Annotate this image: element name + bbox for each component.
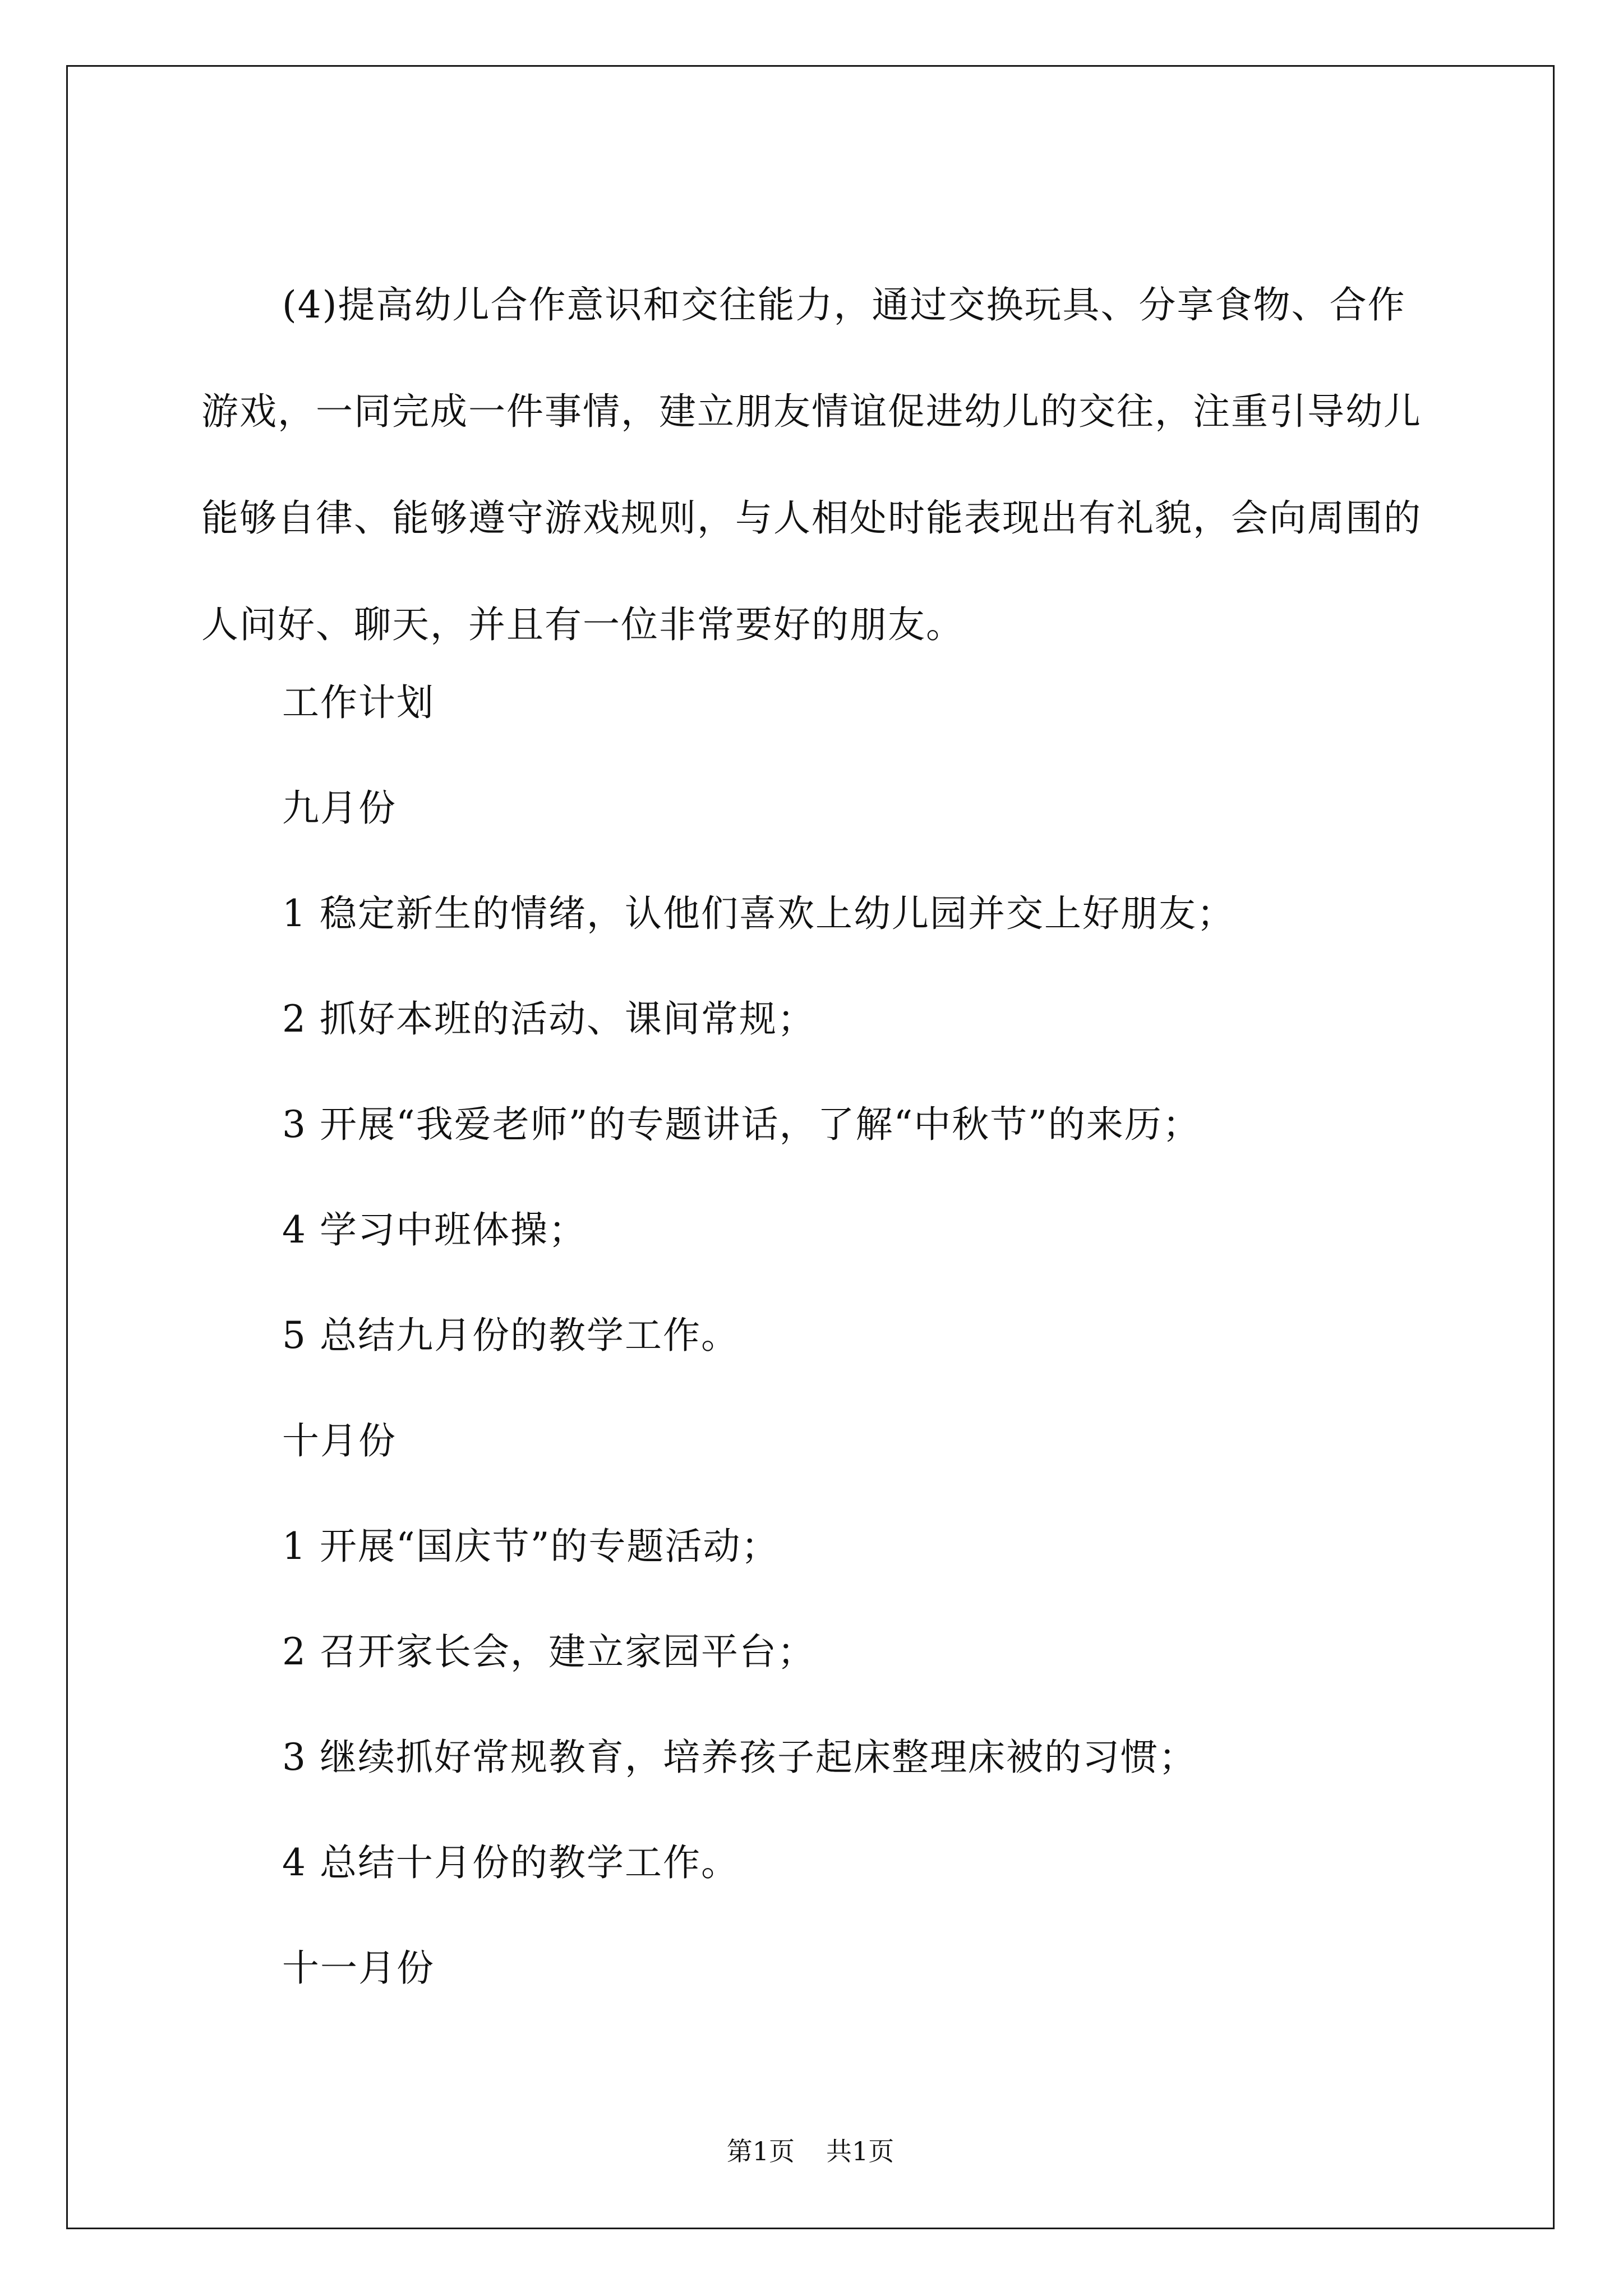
section-heading: 工作计划 [282, 681, 435, 724]
list-item: 3 继续抓好常规教育，培养孩子起床整理床被的习惯； [282, 1736, 1197, 1779]
page-total: 共1页 [826, 2136, 895, 2166]
month-heading-september: 九月份 [282, 786, 396, 830]
list-item: 3 开展“我爱老师”的专题讲话，了解“中秋节”的来历； [282, 1103, 1201, 1146]
month-heading-november: 十一月份 [282, 1947, 435, 1990]
list-item: 5 总结九月份的教学工作。 [282, 1314, 739, 1357]
list-item: 2 抓好本班的活动、课间常规； [282, 997, 815, 1041]
list-item: 1 开展“国庆节”的专题活动； [282, 1525, 780, 1568]
document-body [68, 67, 1553, 2228]
month-heading-october: 十月份 [282, 1419, 396, 1462]
page-footer [68, 2131, 1553, 2168]
page-number: 第1页 [726, 2136, 795, 2166]
intro-paragraph: (4)提高幼儿合作意识和交往能力，通过交换玩具、分享食物、合作游戏，一同完成一件事情，建立朋友情谊促进幼儿的交往，注重引导幼儿能够自律、能够遵守游戏规则，与人相处时能表现出有礼貌，会向周围的人问好、聊天，并且有一位非常要好的朋友。 [201, 283, 1422, 646]
page-border [66, 65, 1555, 2229]
list-item: 1 稳定新生的情绪，认他们喜欢上幼儿园并交上好朋友； [282, 892, 1235, 935]
list-item: 4 总结十月份的教学工作。 [282, 1841, 739, 1884]
list-item: 4 学习中班体操； [282, 1208, 587, 1251]
list-item: 2 召开家长会，建立家园平台； [282, 1630, 815, 1673]
